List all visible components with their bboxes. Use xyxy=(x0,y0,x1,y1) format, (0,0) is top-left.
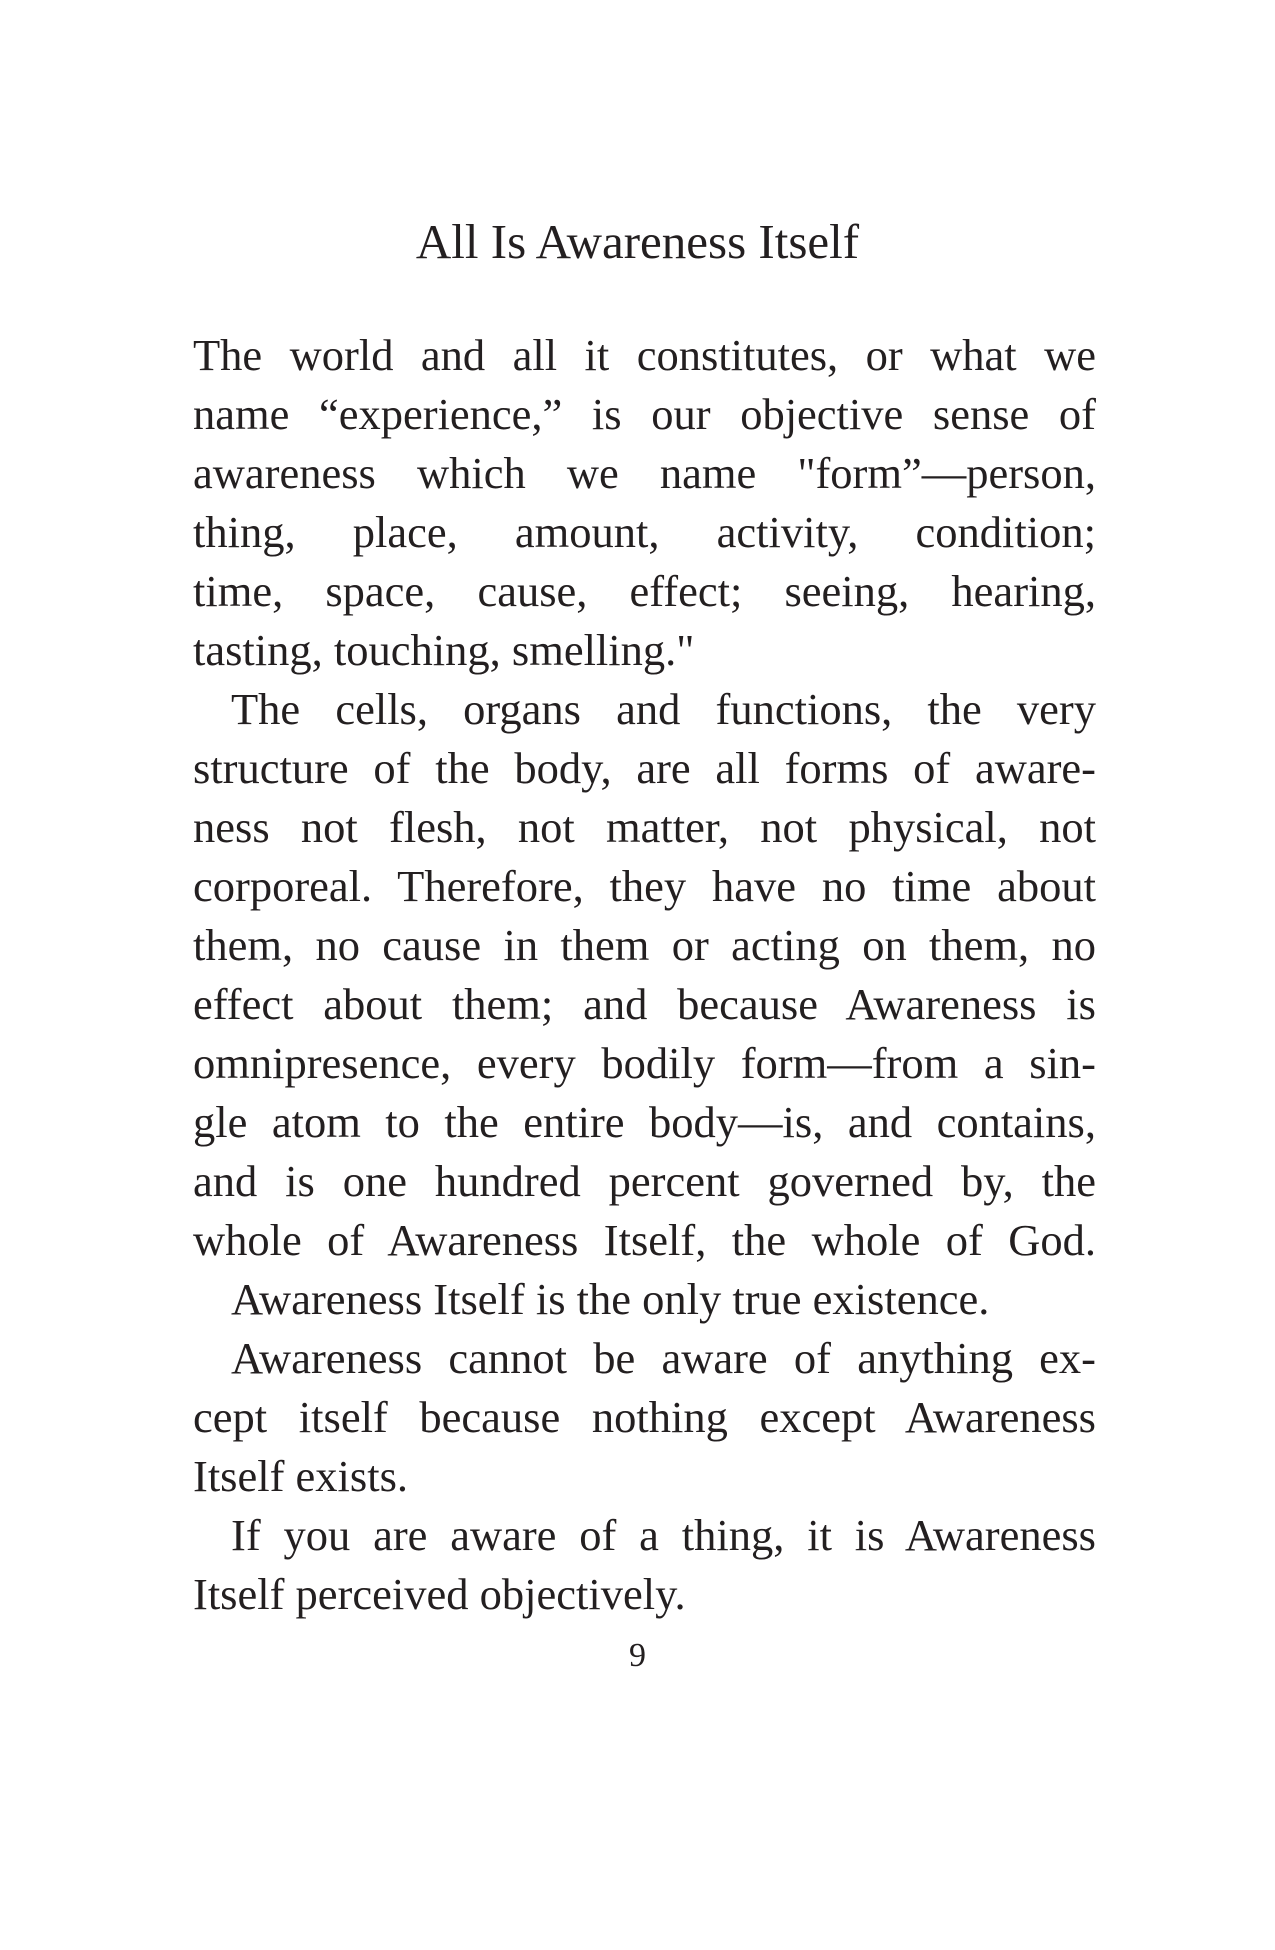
paragraph xyxy=(193,1329,1096,1506)
paragraph xyxy=(193,326,1096,680)
text-line: Awareness Itself is the only true existence. xyxy=(231,1274,990,1324)
text-line: tasting, touching, smelling." xyxy=(193,625,695,675)
text-line: ness not flesh, not matter, not physical, not xyxy=(193,802,1096,852)
text-line: structure of the body, are all forms of aware- xyxy=(193,743,1096,793)
text-line: effect about them; and because Awareness is xyxy=(193,979,1096,1029)
text-line: awareness which we name "form”—person, xyxy=(193,448,1096,498)
text-line: whole of Awareness Itself, the whole of God. xyxy=(193,1215,1096,1265)
text-line: time, space, cause, effect; seeing, hearing, xyxy=(193,566,1096,616)
text-line: omnipresence, every bodily form—from a sin- xyxy=(193,1038,1096,1088)
chapter-title: All Is Awareness Itself xyxy=(415,214,860,269)
text-line: thing, place, amount, activity, condition; xyxy=(193,507,1096,557)
page-number: 9 xyxy=(629,1637,646,1674)
text-line: The cells, organs and functions, the very xyxy=(231,684,1096,734)
text-line: corporeal. Therefore, they have no time about xyxy=(193,861,1096,911)
text-line: Awareness cannot be aware of anything ex- xyxy=(231,1333,1096,1383)
body-text xyxy=(193,326,1096,1624)
text-line: name “experience,” is our objective sense of xyxy=(193,389,1096,439)
text-line: Itself perceived objectively. xyxy=(193,1569,686,1619)
paragraph xyxy=(193,1506,1096,1624)
text-line: them, no cause in them or acting on them, no xyxy=(193,920,1096,970)
text-line: If you are aware of a thing, it is Awareness xyxy=(231,1510,1096,1560)
paragraph xyxy=(193,1270,1096,1329)
text-line: cept itself because nothing except Awareness xyxy=(193,1392,1096,1442)
text-line: Itself exists. xyxy=(193,1451,409,1501)
text-line: and is one hundred percent governed by, the xyxy=(193,1156,1096,1206)
text-line: gle atom to the entire body—is, and contains, xyxy=(193,1097,1096,1147)
text-line: The world and all it constitutes, or what we xyxy=(193,330,1096,380)
paragraph xyxy=(193,680,1096,1270)
